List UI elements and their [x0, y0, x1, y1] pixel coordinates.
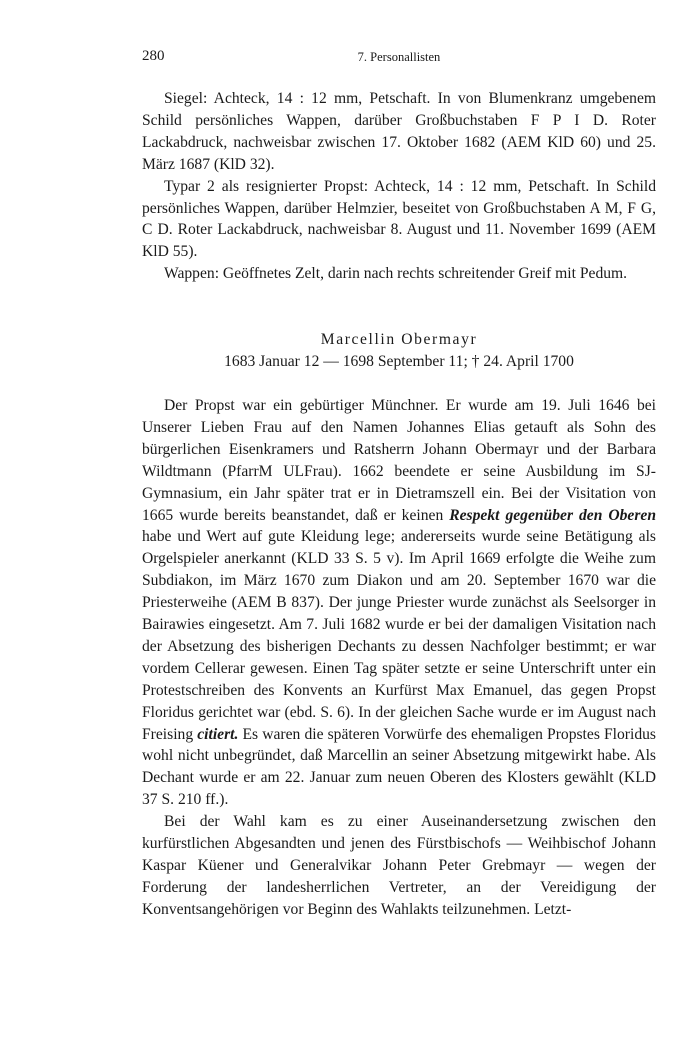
- emphasis-citiert: citiert.: [197, 725, 239, 743]
- page-number: 280: [142, 48, 165, 64]
- paragraph-election: Bei der Wahl kam es zu einer Auseinandersetzung zwischen den kurfürstlichen Abgesandten und jenen des Fürstbischofs — Weihbischof Johann Kaspar Küener und Generalvikar Johann Peter Grebmayr — wegen der Forderung der landesherrlichen Vertreter, an der Vereidigung der Konventsangehörigen vor Beginn des Wahlakts teilzunehmen. Letzt-: [142, 813, 656, 918]
- section-heading: Marcellin Obermayr: [320, 331, 478, 349]
- biography-text-3: Es waren die späteren Vorwürfe des ehemaligen Propstes Floridus wohl nicht unbegründet, daß Marcellin an seiner Absetzung mitgewirkt habe. Als Dechant wurde er am 22. Januar zum neuen Oberen des Klosters gewählt (KLD 37 S. 210 ff.).: [142, 725, 656, 809]
- page-header: [142, 48, 656, 68]
- biography-text-1: Der Propst war ein gebürtiger Münchner. Er wurde am 19. Juli 1646 bei Unserer Lieben Frau auf den Namen Johannes Elias getauft als Sohn des bürgerlichen Eisenkramers und Ratsherrn Johann Obermayr und der Barbara Wildtmann (PfarrM ULFrau). 1662 beendete er seine Ausbildung im SJ-Gymnasium, ein Jahr später trat er in Dietramszell ein. Bei der Visitation von 1665 wurde bereits beanstandet, daß er keinen: [142, 396, 656, 524]
- running-head: 7. Personallisten: [357, 50, 441, 64]
- section-dates: 1683 Januar 12 — 1698 September 11; † 24. April 1700: [224, 353, 574, 371]
- paragraph-biography: [142, 395, 656, 811]
- emphasis-respekt: Respekt gegenüber den Oberen: [449, 506, 656, 524]
- biography-text-2: habe und Wert auf gute Kleidung lege; andererseits wurde seine Betätigung als Orgelspieler anerkannt (KLD 33 S. 5 v). Im April 1669 erfolgte die Weihe zum Subdiakon, im März 1670 zum Diakon und am 20. September 1670 war die Priesterweihe (AEM B 837). Der junge Priester wurde zunächst als Seelsorger in Bairawies eingesetzt. Am 7. Juli 1682 wurde er bei der damaligen Visitation nach der Absetzung des bisherigen Dechants zu dessen Nachfolger bestimmt; er war vordem Cellerar gewesen. Einen Tag später setzte er seine Unterschrift unter ein Protestschreiben des Konvents an Kurfürst Max Emanuel, das gegen Propst Floridus gerichtet war (ebd. S. 6). In der gleichen Sache wurde er im August nach Freising: [142, 528, 656, 743]
- body-text: [142, 88, 656, 921]
- paragraph-typar: Typar 2 als resignierter Propst: Achteck, 14 : 12 mm, Petschaft. In Schild persönliches Wappen, darüber Helmzier, beseitet von Großbuchstaben A M, F G, C D. Roter Lackabdruck, nachweisbar 8. August und 11. November 1699 (AEM KlD 55).: [142, 177, 656, 261]
- paragraph-seal: Siegel: Achteck, 14 : 12 mm, Petschaft. In von Blumenkranz umgebenem Schild persönliches Wappen, darüber Großbuchstaben F P I D. Roter Lackabdruck, nachweisbar zwischen 17. Oktober 1682 (AEM KlD 60) und 25. März 1687 (KlD 32).: [142, 90, 656, 173]
- paragraph-coat-of-arms: Wappen: Geöffnetes Zelt, darin nach rechts schreitender Greif mit Pedum.: [164, 265, 628, 283]
